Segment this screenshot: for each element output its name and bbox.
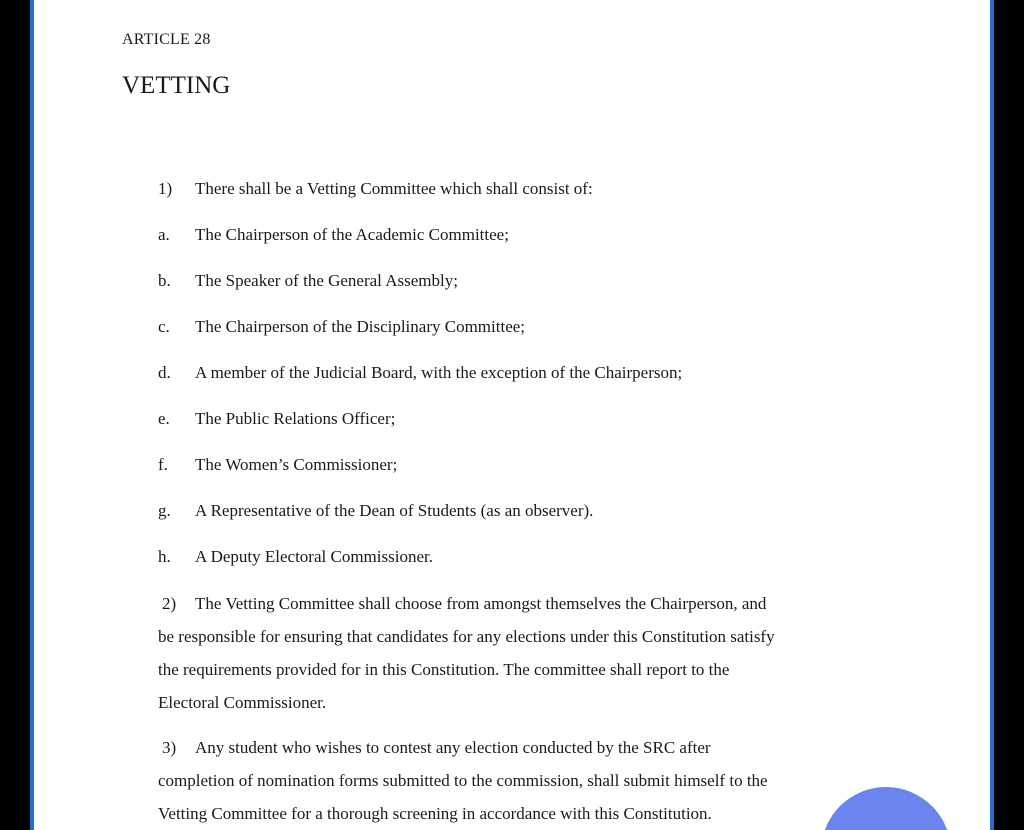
list-item-marker: b.	[158, 271, 171, 290]
paragraph-line: Any student who wishes to contest any election conducted by the SRC after	[195, 738, 711, 757]
floating-action-button[interactable]	[821, 787, 951, 830]
list-item: The Chairperson of the Academic Committee;	[195, 225, 509, 244]
list-item: The Speaker of the General Assembly;	[195, 271, 458, 290]
list-item: The Public Relations Officer;	[195, 409, 396, 428]
list-item-marker: c.	[158, 317, 170, 336]
list-item: A Deputy Electoral Commissioner.	[195, 547, 433, 566]
list-item-marker: d.	[158, 363, 171, 382]
article-number: ARTICLE 28	[122, 31, 211, 48]
intro-marker: 1)	[158, 179, 173, 198]
list-item: A member of the Judicial Board, with the exception of the Chairperson;	[195, 363, 683, 382]
list-item-marker: a.	[158, 225, 170, 244]
list-item-marker: g.	[158, 501, 171, 520]
article-title: VETTING	[122, 72, 231, 99]
paragraph-marker: 3)	[162, 738, 177, 757]
document-page[interactable]	[34, 0, 990, 830]
viewer-frame-right	[990, 0, 994, 830]
paragraph-line: The Vetting Committee shall choose from amongst themselves the Chairperson, and	[195, 594, 767, 613]
list-item: The Chairperson of the Disciplinary Committee;	[195, 317, 526, 336]
list-item-marker: e.	[158, 409, 170, 428]
paragraph-marker: 2)	[162, 594, 177, 613]
list-item: A Representative of the Dean of Students (as an observer).	[195, 501, 594, 520]
paragraph-line: completion of nomination forms submitted to the commission, shall submit himself to the	[158, 771, 768, 790]
intro-text: There shall be a Vetting Committee which shall consist of:	[195, 179, 593, 198]
list-item-marker: f.	[158, 455, 168, 474]
list-item: The Women’s Commissioner;	[195, 455, 398, 474]
list-item-marker: h.	[158, 547, 171, 566]
paragraph-line: be responsible for ensuring that candidates for any elections under this Constitution satisfy	[158, 627, 775, 646]
paragraph-line: Electoral Commissioner.	[158, 693, 327, 712]
paragraph-line: the requirements provided for in this Constitution. The committee shall report to the	[158, 660, 730, 679]
paragraph-line: Vetting Committee for a thorough screening in accordance with this Constitution.	[158, 804, 712, 823]
